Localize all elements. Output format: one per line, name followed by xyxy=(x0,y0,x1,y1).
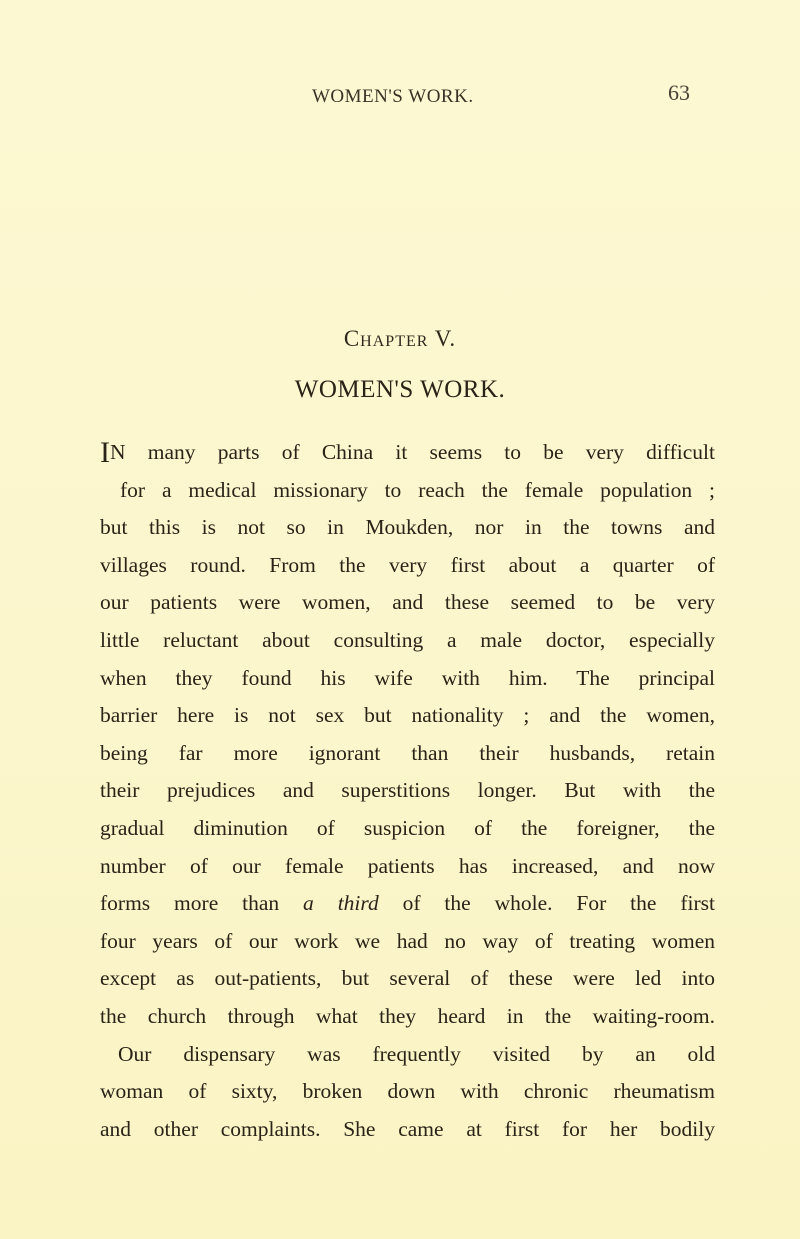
text-line: their prejudices and superstitions longer. But with the xyxy=(100,778,715,803)
running-head: WOMEN'S WORK. xyxy=(312,86,474,107)
text-line: but this is not so in Moukden, nor in the towns and xyxy=(100,515,715,540)
text-line: woman of sixty, broken down with chronic rheumatism xyxy=(100,1079,715,1104)
text-line: villages round. From the very first about a quarter of xyxy=(100,552,715,577)
text-line-content: of the whole. For the first xyxy=(378,891,715,916)
text-line: being far more ignorant than their husbands, retain xyxy=(100,740,715,765)
text-line: the church through what they heard in the waiting-room. xyxy=(100,1003,715,1028)
text-line-content: N many parts of China it seems to be very difficult xyxy=(110,440,715,464)
text-line: our patients were women, and these seemed to be very xyxy=(100,590,715,615)
chapter-label: Chapter V. xyxy=(343,326,457,351)
drop-cap: I xyxy=(100,436,110,469)
italic-phrase: a third xyxy=(303,891,379,916)
text-line-content: forms more than xyxy=(100,891,304,916)
text-line: when they found his wife with him. The principal xyxy=(100,665,715,690)
page-number: 63 xyxy=(668,80,690,105)
text-line: number of our female patients has increased, and now xyxy=(100,853,715,878)
text-line: little reluctant about consulting a male doctor, especially xyxy=(100,627,715,652)
text-line: except as out-patients, but several of these were led into xyxy=(100,966,715,991)
chapter-title: WOMEN'S WORK. xyxy=(294,376,506,403)
body-text xyxy=(100,434,715,1148)
text-line: Our dispensary was frequently visited by an old xyxy=(118,1041,715,1066)
text-line: gradual diminution of suspicion of the foreigner, the xyxy=(100,815,715,840)
text-line: four years of our work we had no way of treating women xyxy=(100,928,715,953)
text-line: for a medical missionary to reach the female population ; xyxy=(120,477,715,502)
text-line xyxy=(100,434,715,472)
text-line: and other complaints. She came at first for her bodily xyxy=(100,1116,715,1141)
text-line: barrier here is not sex but nationality ; and the women, xyxy=(100,703,715,728)
text-line xyxy=(100,885,715,923)
